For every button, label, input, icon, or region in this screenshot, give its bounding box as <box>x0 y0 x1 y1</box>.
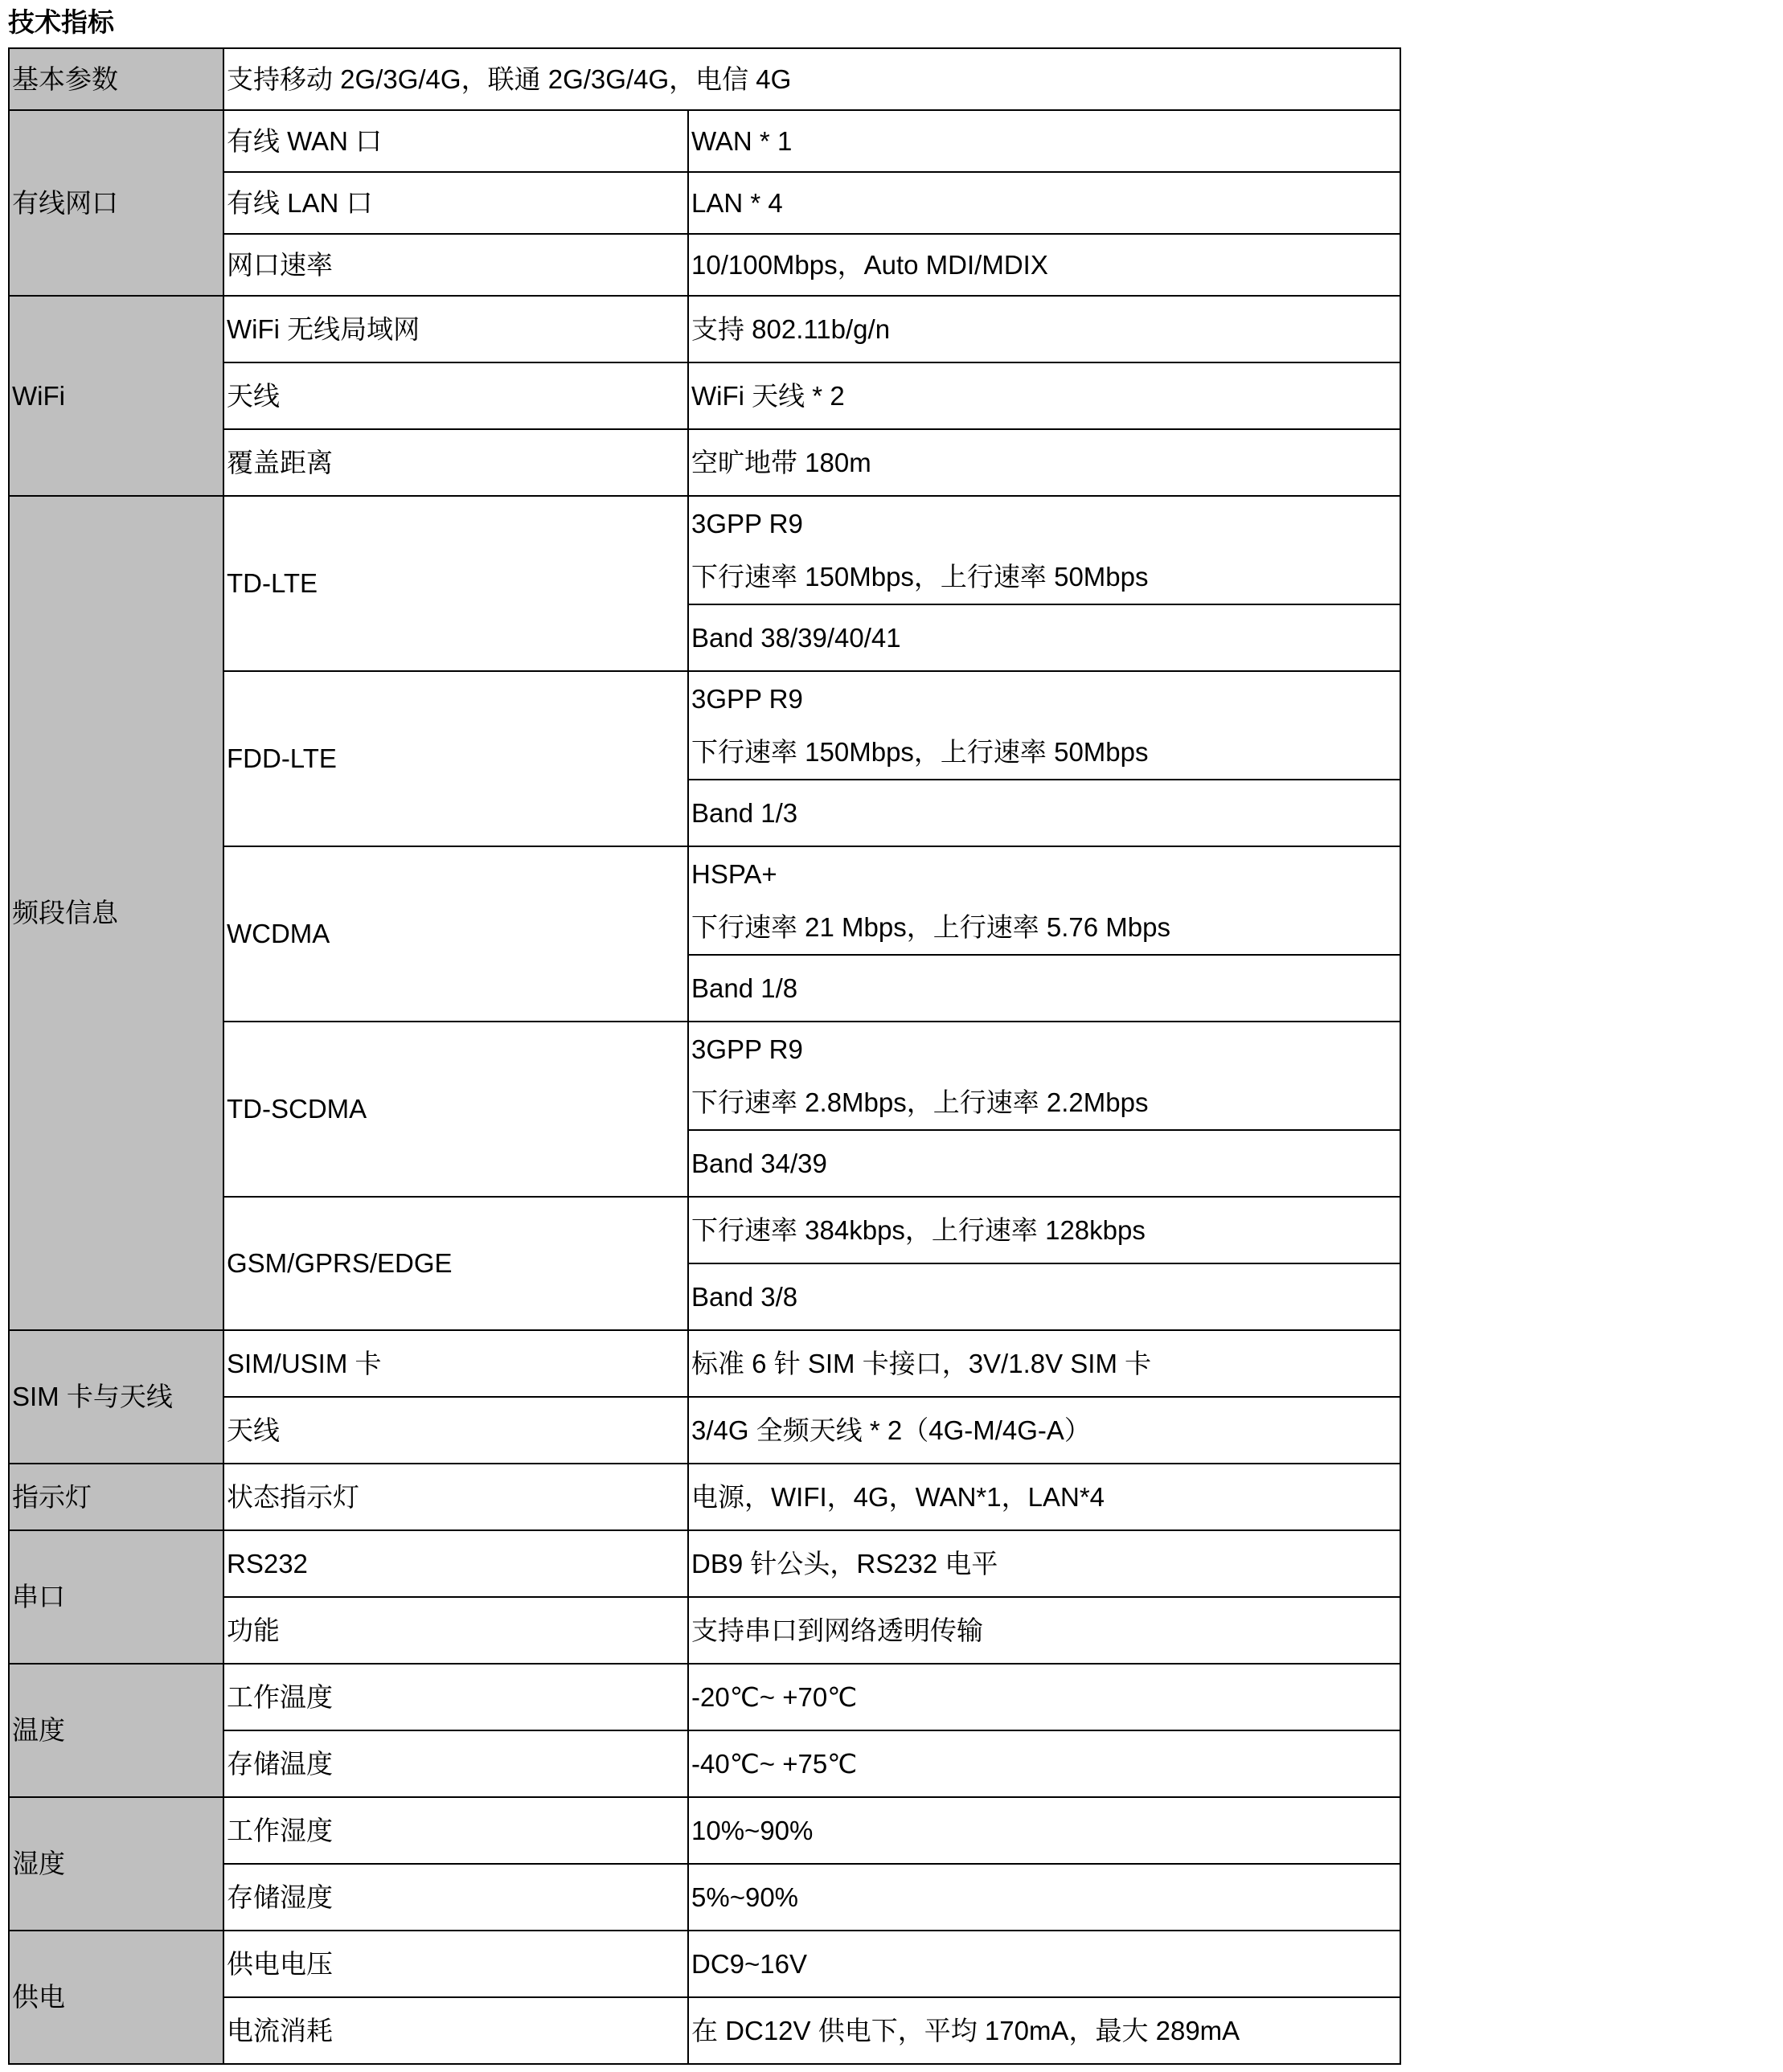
value-cell: Band 1/3 <box>688 780 1400 846</box>
value-cell: WAN * 1 <box>688 110 1400 172</box>
value-line: 下行速率 21 Mbps，上行速率 5.76 Mbps <box>691 911 1170 942</box>
value-cell: 10%~90% <box>688 1797 1400 1864</box>
value-cell: 下行速率 384kbps，上行速率 128kbps <box>688 1197 1400 1263</box>
value-cell: Band 38/39/40/41 <box>688 604 1400 671</box>
param-name-cell: 供电电压 <box>223 1931 688 1997</box>
param-name-cell: SIM/USIM 卡 <box>223 1330 688 1397</box>
value-cell: LAN * 4 <box>688 172 1400 234</box>
table-row <box>9 296 1400 362</box>
value-cell: WiFi 天线 * 2 <box>688 362 1400 429</box>
param-name-cell: FDD-LTE <box>223 671 688 846</box>
table-row <box>9 110 1400 172</box>
value-line: 3GPP R9 <box>691 508 803 538</box>
table-row <box>9 1464 1400 1530</box>
param-name-cell: WiFi 无线局域网 <box>223 296 688 362</box>
value-cell: Band 3/8 <box>688 1263 1400 1330</box>
table-row <box>9 1797 1400 1864</box>
value-cell: 10/100Mbps，Auto MDI/MDIX <box>688 234 1400 296</box>
category-cell: WiFi <box>9 296 223 496</box>
category-cell: 指示灯 <box>9 1464 223 1530</box>
category-cell: 供电 <box>9 1931 223 2064</box>
param-name-cell: 有线 WAN 口 <box>223 110 688 172</box>
param-name-cell: TD-SCDMA <box>223 1022 688 1197</box>
category-cell: 有线网口 <box>9 110 223 296</box>
table-row <box>9 1931 1400 1997</box>
value-line: 下行速率 150Mbps，上行速率 50Mbps <box>691 736 1149 767</box>
category-cell: 温度 <box>9 1664 223 1797</box>
value-cell: DB9 针公头，RS232 电平 <box>688 1530 1400 1597</box>
value-cell: DC9~16V <box>688 1931 1400 1997</box>
value-cell: 3/4G 全频天线 * 2（4G-M/4G-A） <box>688 1397 1400 1464</box>
param-name-cell: RS232 <box>223 1530 688 1597</box>
param-name-cell: 工作湿度 <box>223 1797 688 1864</box>
value-line: 下行速率 2.8Mbps，上行速率 2.2Mbps <box>691 1087 1149 1117</box>
value-cell: 支持 802.11b/g/n <box>688 296 1400 362</box>
value-cell: 5%~90% <box>688 1864 1400 1931</box>
param-name-cell: 工作温度 <box>223 1664 688 1730</box>
param-name-cell: TD-LTE <box>223 496 688 671</box>
value-cell: Band 1/8 <box>688 955 1400 1022</box>
param-name-cell: 存储湿度 <box>223 1864 688 1931</box>
param-name-cell: 覆盖距离 <box>223 429 688 496</box>
category-cell: 频段信息 <box>9 496 223 1330</box>
category-cell: 串口 <box>9 1530 223 1664</box>
table-row <box>9 1330 1400 1397</box>
param-name-cell: GSM/GPRS/EDGE <box>223 1197 688 1330</box>
value-cell: 电源，WIFI，4G，WAN*1，LAN*4 <box>688 1464 1400 1530</box>
value-cell: -40℃~ +75℃ <box>688 1730 1400 1797</box>
param-name-cell: 有线 LAN 口 <box>223 172 688 234</box>
value-cell: Band 34/39 <box>688 1130 1400 1197</box>
value-cell <box>688 1022 1400 1130</box>
value-cell: -20℃~ +70℃ <box>688 1664 1400 1730</box>
param-name-cell: 功能 <box>223 1597 688 1664</box>
value-cell: 在 DC12V 供电下，平均 170mA，最大 289mA <box>688 1997 1400 2064</box>
table-row <box>9 48 1400 110</box>
param-name-cell: WCDMA <box>223 846 688 1022</box>
value-line: 3GPP R9 <box>691 1034 803 1064</box>
category-cell: 湿度 <box>9 1797 223 1931</box>
param-name-cell: 天线 <box>223 362 688 429</box>
param-name-cell: 存储温度 <box>223 1730 688 1797</box>
value-cell <box>688 846 1400 955</box>
param-name-cell: 天线 <box>223 1397 688 1464</box>
value-cell: 支持移动 2G/3G/4G，联通 2G/3G/4G，电信 4G <box>223 48 1400 110</box>
value-cell <box>688 671 1400 780</box>
param-name-cell: 电流消耗 <box>223 1997 688 2064</box>
category-cell: SIM 卡与天线 <box>9 1330 223 1464</box>
table-row <box>9 1530 1400 1597</box>
param-name-cell: 网口速率 <box>223 234 688 296</box>
value-line: 3GPP R9 <box>691 683 803 714</box>
value-cell: 标准 6 针 SIM 卡接口，3V/1.8V SIM 卡 <box>688 1330 1400 1397</box>
table-row <box>9 1664 1400 1730</box>
value-line: HSPA+ <box>691 858 777 889</box>
value-cell: 空旷地带 180m <box>688 429 1400 496</box>
spec-table <box>8 47 1401 2065</box>
value-line: 下行速率 150Mbps，上行速率 50Mbps <box>691 561 1149 592</box>
value-cell <box>688 496 1400 604</box>
param-name-cell: 状态指示灯 <box>223 1464 688 1530</box>
page-title: 技术指标 <box>8 7 114 37</box>
value-cell: 支持串口到网络透明传输 <box>688 1597 1400 1664</box>
table-row <box>9 496 1400 604</box>
category-cell: 基本参数 <box>9 48 223 110</box>
